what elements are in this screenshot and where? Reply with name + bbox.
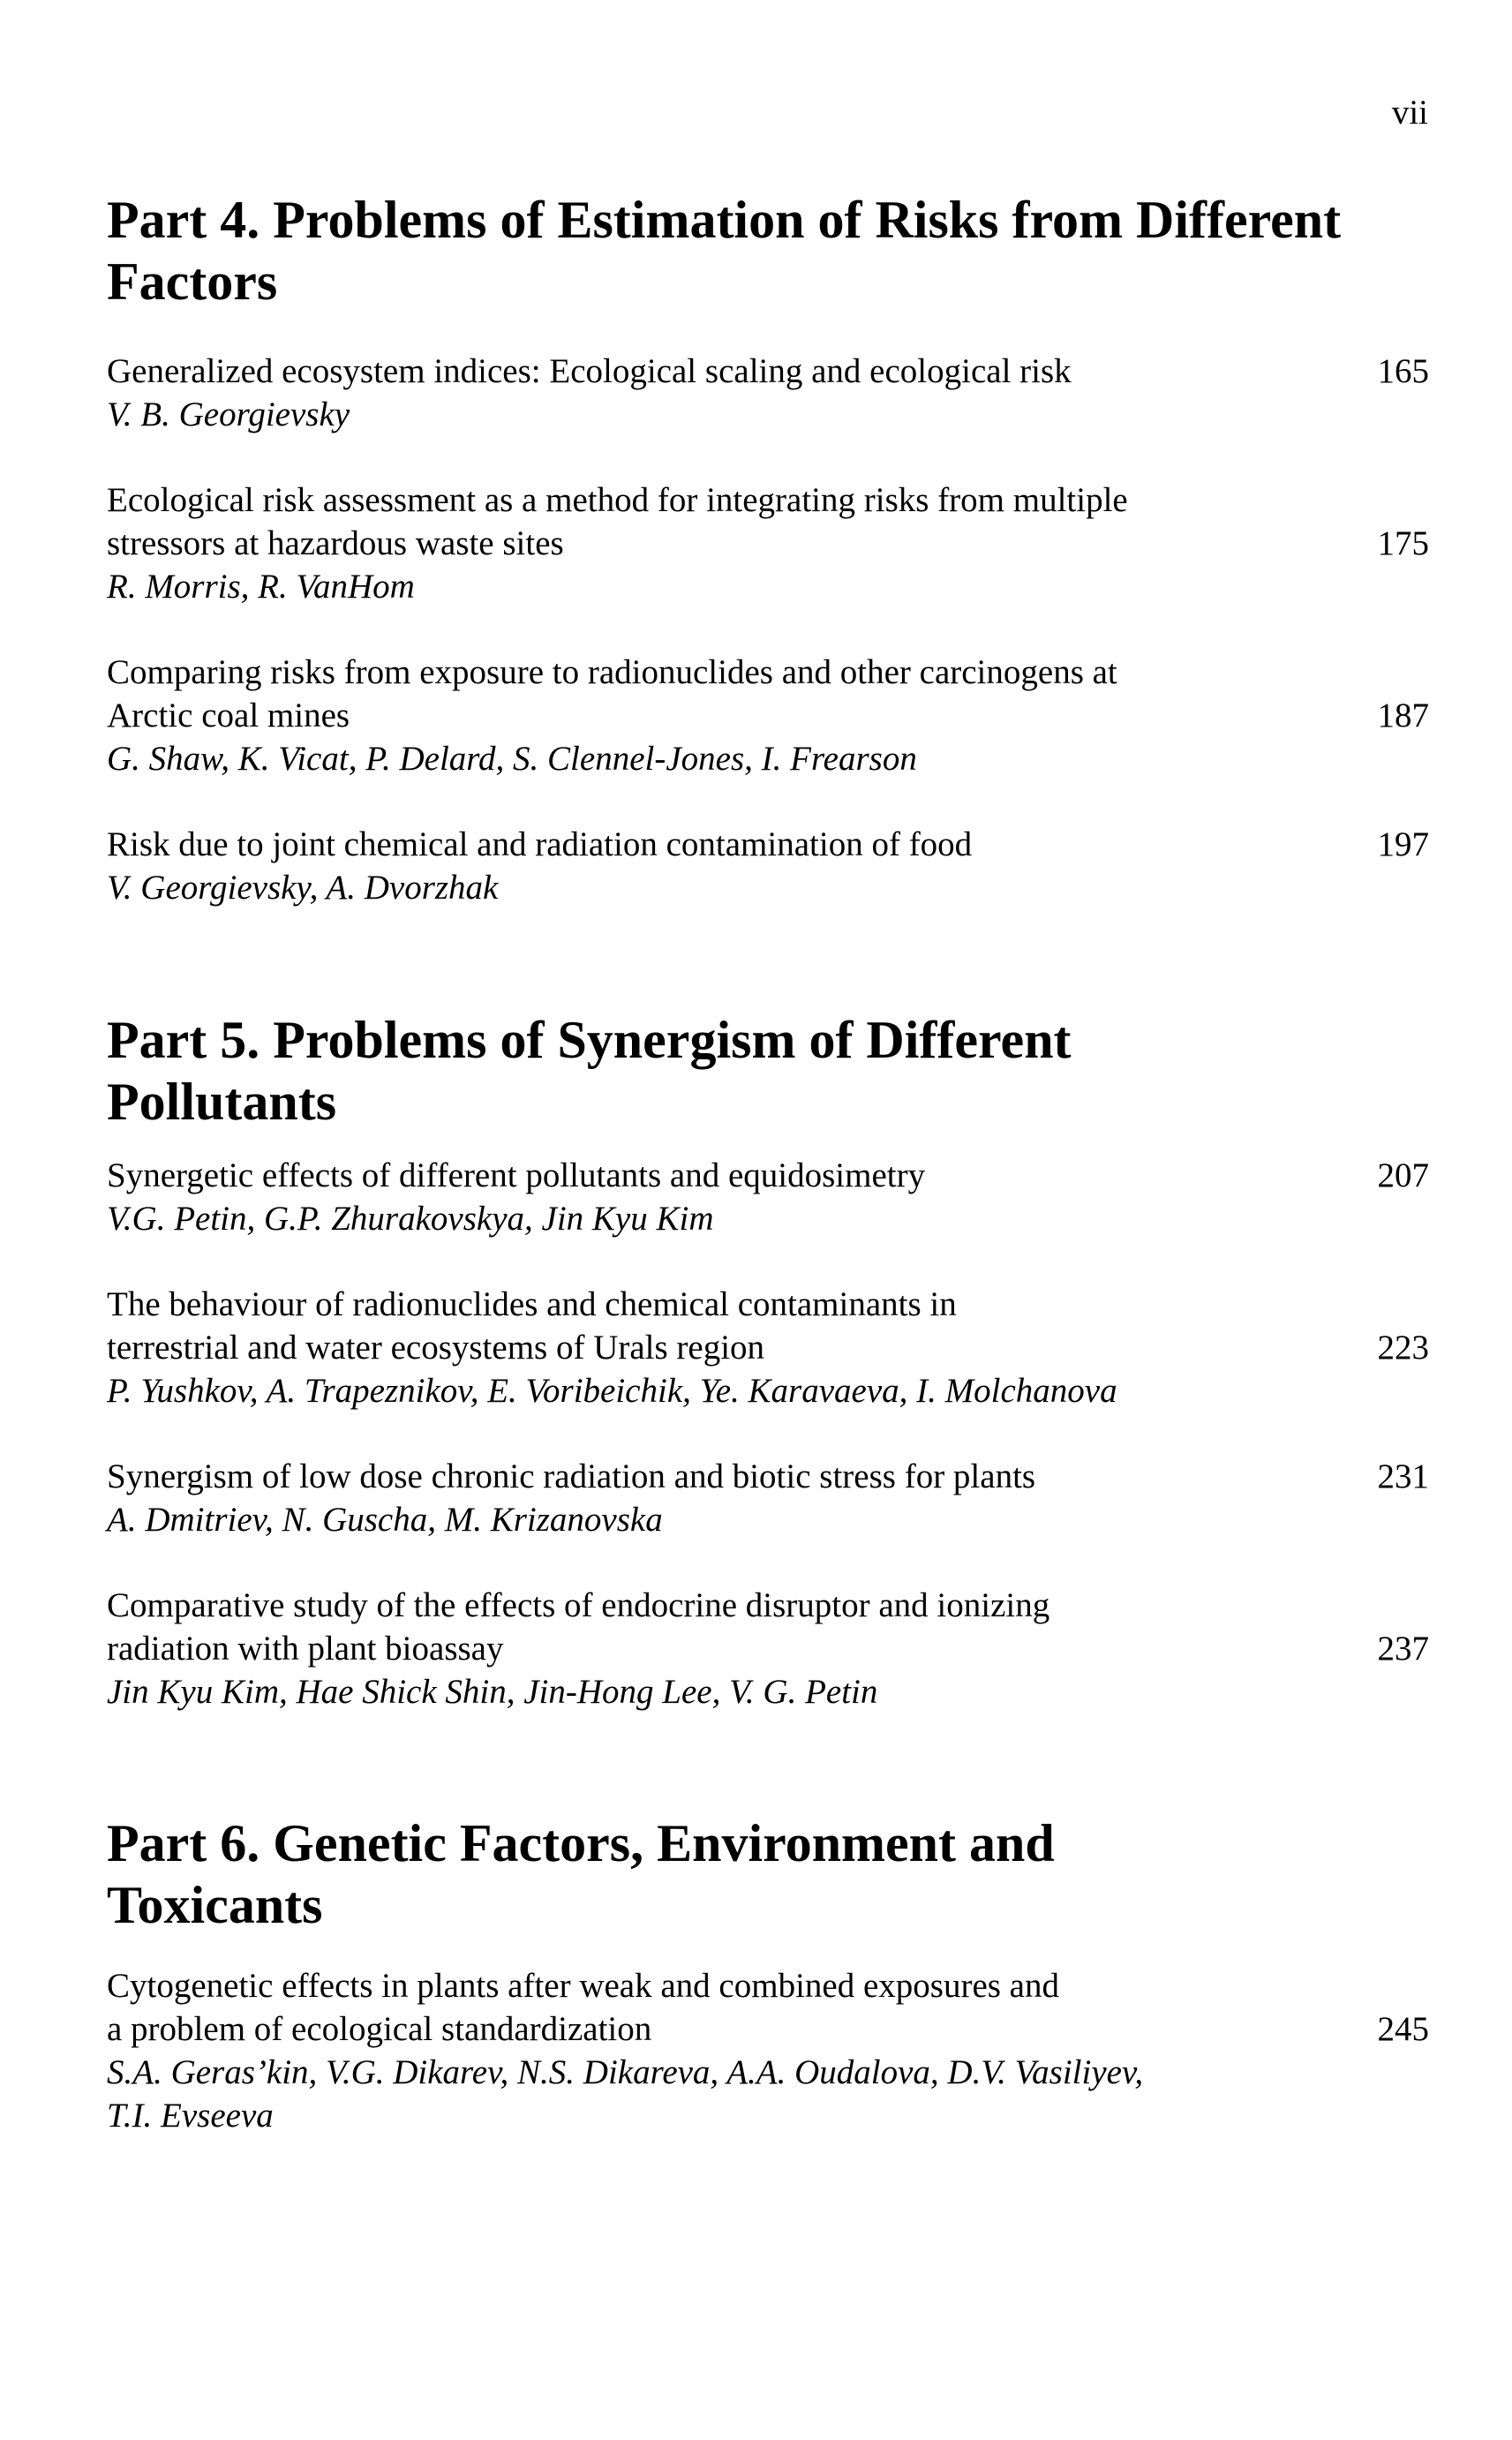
part-title-line: Pollutants	[107, 1073, 337, 1131]
part-title-line: Toxicants	[107, 1876, 323, 1934]
title-line: stressors at hazardous waste sites	[107, 524, 564, 562]
toc-entry	[107, 823, 1429, 909]
part-4-title	[107, 189, 1360, 313]
authors-line: S.A. Geras’kin, V.G. Dikarev, N.S. Dikareva, A.A. Oudalova, D.V. Vasiliyev,	[107, 2053, 1144, 2091]
entry-authors	[107, 2051, 1272, 2137]
entry-authors: A. Dmitriev, N. Guscha, M. Krizanovska	[107, 1501, 663, 1539]
title-line: The behaviour of radionuclides and chemical contaminants in	[107, 1285, 957, 1323]
toc-entry	[107, 1283, 1429, 1412]
title-line: Ecological risk assessment as a method for integrating risks from multiple	[107, 481, 1128, 519]
toc-entry	[107, 478, 1429, 608]
part-title-line: Part 4. Problems of Estimation of Risks from Different	[107, 191, 1342, 249]
part-6-section	[107, 1812, 1429, 2137]
entry-page-number: 207	[1377, 1156, 1429, 1194]
entry-page-number: 237	[1377, 1630, 1429, 1668]
title-line: Cytogenetic effects in plants after weak and combined exposures and	[107, 1967, 1059, 2005]
part-5-title	[107, 1009, 1360, 1133]
entry-title	[107, 1964, 1254, 2051]
title-line: Arctic coal mines	[107, 697, 350, 734]
entry-authors: V. Georgievsky, A. Dvorzhak	[107, 869, 499, 907]
entry-authors: Jin Kyu Kim, Hae Shick Shin, Jin-Hong Lee, V. G. Petin	[107, 1673, 878, 1711]
title-line: Comparing risks from exposure to radionuclides and other carcinogens at	[107, 653, 1117, 691]
toc-entry	[107, 1584, 1429, 1713]
entry-title	[107, 1584, 1254, 1670]
entry-title	[107, 651, 1254, 737]
part-5-section	[107, 1009, 1429, 1713]
part-title-line: Part 5. Problems of Synergism of Different	[107, 1011, 1072, 1069]
title-line: a problem of ecological standardization	[107, 2010, 652, 2048]
entry-authors: R. Morris, R. VanHom	[107, 568, 415, 606]
entry-authors: V.G. Petin, G.P. Zhurakovskya, Jin Kyu Kim	[107, 1200, 714, 1238]
toc-entry	[107, 1154, 1429, 1240]
toc-entry	[107, 1455, 1429, 1541]
toc-entry	[107, 1964, 1429, 2137]
entry-title: Synergism of low dose chronic radiation and biotic stress for plants	[107, 1457, 1036, 1495]
entry-title: Generalized ecosystem indices: Ecological scaling and ecological risk	[107, 352, 1072, 390]
entry-authors: V. B. Georgievsky	[107, 395, 350, 433]
entry-page-number: 245	[1377, 2010, 1429, 2048]
entry-title: Risk due to joint chemical and radiation contamination of food	[107, 825, 973, 863]
entry-title	[107, 478, 1254, 565]
toc-entry	[107, 651, 1429, 780]
page-number: vii	[1391, 94, 1428, 132]
entry-page-number: 223	[1377, 1329, 1429, 1367]
toc-entry	[107, 350, 1429, 436]
entry-title: Synergetic effects of different pollutants and equidosimetry	[107, 1156, 926, 1194]
entry-title	[107, 1283, 1254, 1369]
part-title-line: Factors	[107, 252, 278, 311]
part-title-line: Part 6. Genetic Factors, Environment and	[107, 1814, 1055, 1872]
entry-page-number: 187	[1377, 697, 1429, 734]
title-line: Comparative study of the effects of endocrine disruptor and ionizing	[107, 1586, 1050, 1624]
title-line: terrestrial and water ecosystems of Urals region	[107, 1329, 765, 1367]
entry-authors: P. Yushkov, A. Trapeznikov, E. Voribeichik, Ye. Karavaeva, I. Molchanova	[107, 1372, 1117, 1410]
authors-line: T.I. Evseeva	[107, 2097, 274, 2135]
entry-authors: G. Shaw, K. Vicat, P. Delard, S. Clennel-Jones, I. Frearson	[107, 740, 917, 778]
entry-page-number: 197	[1377, 825, 1429, 863]
entry-page-number: 175	[1377, 524, 1429, 562]
title-line: radiation with plant bioassay	[107, 1630, 504, 1668]
part-6-title	[107, 1812, 1360, 1936]
entry-page-number: 231	[1377, 1457, 1429, 1495]
entry-page-number: 165	[1377, 352, 1429, 390]
part-4-section	[107, 189, 1429, 909]
